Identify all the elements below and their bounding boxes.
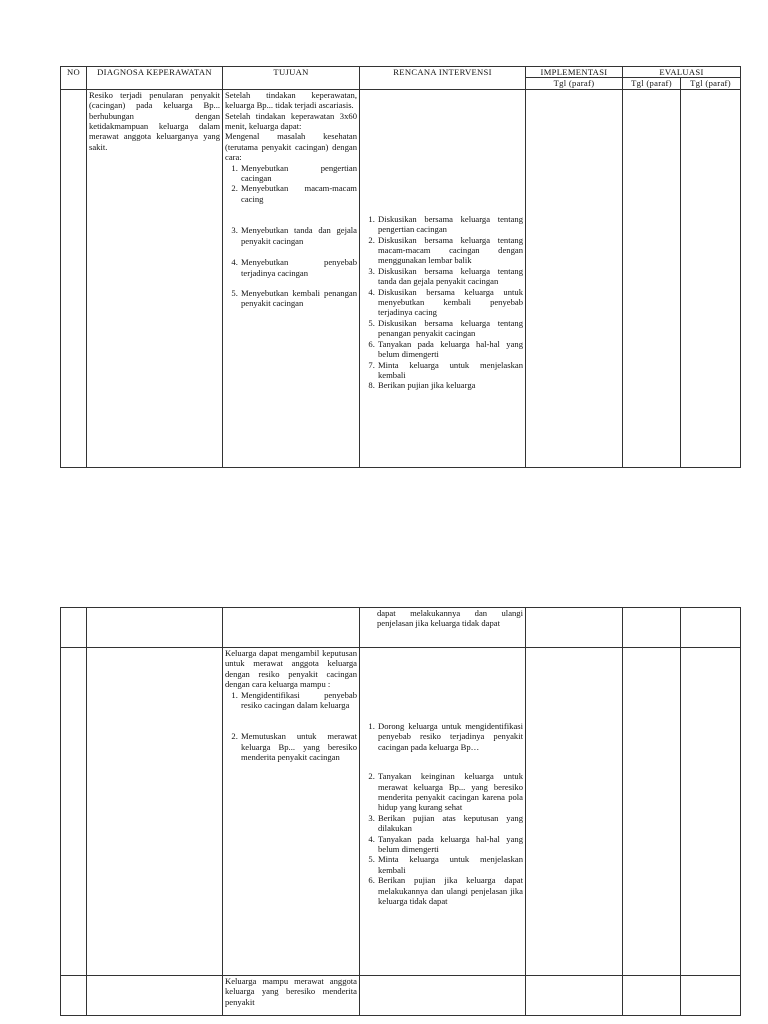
header-implementasi: IMPLEMENTASI — [526, 67, 623, 78]
rencana-item-8: 8. Berikan pujian jika keluarga — [377, 380, 523, 390]
no-cell — [61, 976, 87, 1016]
tujuan-intro: Keluarga dapat mengambil keputusan untuk merawat anggota keluarga dengan resiko penyakit cacingan dengan cara keluarga mampu : — [225, 648, 357, 690]
rencana-item-1: 1. Diskusikan bersama keluarga tentang pengertian cacingan — [377, 214, 523, 235]
rencana-item-2: 2. Diskusikan bersama keluarga tentang macam-macam cacingan dengan menggunakan lembar balik — [377, 235, 523, 266]
header-implementasi-tgl: Tgl (paraf) — [526, 78, 623, 89]
header-diagnosa: DIAGNOSA KEPERAWATAN — [87, 67, 223, 90]
implementasi-cell — [526, 608, 623, 648]
diagnosa-cell: Resiko terjadi penularan penyakit (cacingan) pada keluarga Bp... berhubungan dengan ketidakmampuan keluarga dalam merawat anggota keluarganya yang sakit. — [87, 89, 223, 467]
rencana-item-7: 7. Minta keluarga untuk menjelaskan kembali — [377, 360, 523, 381]
tujuan-item-1: 1. Menyebutkan pengertian cacingan — [240, 163, 357, 184]
rencana-item-5: 5. Diskusikan bersama keluarga tentang penangan penyakit cacingan — [377, 318, 523, 339]
header-tujuan: TUJUAN — [223, 67, 360, 90]
rencana-cell — [360, 89, 526, 467]
tujuan-item-5: 5. Menyebutkan kembali penangan penyakit cacingan — [240, 288, 357, 309]
implementasi-cell — [526, 648, 623, 976]
tujuan-intro-1: Setelah tindakan keperawatan, keluarga Bp... tidak terjadi ascariasis. — [225, 89, 357, 111]
header-rencana: RENCANA INTERVENSI — [360, 67, 526, 90]
tujuan-item-4: 4. Menyebutkan penyebab terjadinya cacingan — [240, 257, 357, 278]
rencana-list — [362, 721, 523, 907]
implementasi-cell — [526, 976, 623, 1016]
rencana-item-6: 6. Berikan pujian jika keluarga dapat melakukannya dan ulangi penjelasan jika keluarga tidak dapat — [377, 875, 523, 906]
rencana-item-3: 3. Diskusikan bersama keluarga tentang tanda dan gejala penyakit cacingan — [377, 266, 523, 287]
rencana-item-1: 1. Dorong keluarga untuk mengidentifikasi penyebab resiko terjadinya penyakit cacingan pada keluarga Bp… — [377, 721, 523, 752]
rencana-item-4: 4. Diskusikan bersama keluarga untuk menyebutkan kembali penyebab terjadinya cacing — [377, 287, 523, 318]
diagnosa-cell — [87, 608, 223, 648]
rencana-cell — [360, 976, 526, 1016]
tujuan-list — [225, 163, 357, 309]
implementasi-cell — [526, 89, 623, 467]
tujuan-item-2: 2. Menyebutkan macam-macam cacing — [240, 183, 357, 204]
rencana-list — [362, 214, 523, 391]
header-evaluasi: EVALUASI — [623, 67, 741, 78]
rencana-item-2: 2. Tanyakan keinginan keluarga untuk merawat keluarga Bp... yang beresiko menderita penyakit cacingan karena pola hidup yang kurang sehat — [377, 771, 523, 813]
tujuan-cell — [223, 648, 360, 976]
rencana-continuation-cell — [360, 608, 526, 648]
tujuan-intro-3: Mengenal masalah kesehatan (terutama penyakit cacingan) dengan cara: — [225, 131, 357, 163]
evaluasi-cell-2 — [681, 648, 741, 976]
last-tujuan-cell: Keluarga mampu merawat anggota keluarga yang beresiko menderita penyakit — [223, 976, 360, 1016]
tujuan-intro-2: Setelah tindakan keperawatan 3x60 menit, keluarga dapat: — [225, 110, 357, 132]
diagnosa-cell — [87, 648, 223, 976]
rencana-item-3: 3. Berikan pujian atas keputusan yang dilakukan — [377, 813, 523, 834]
tujuan-cell — [223, 608, 360, 648]
rencana-item-5: 5. Minta keluarga untuk menjelaskan kembali — [377, 854, 523, 875]
rencana-item-6: 6. Tanyakan pada keluarga hal-hal yang belum dimengerti — [377, 339, 523, 360]
evaluasi-cell-1 — [623, 976, 681, 1016]
care-plan-table-page-2 — [60, 607, 741, 1016]
evaluasi-cell-1 — [623, 648, 681, 976]
tujuan-list — [225, 690, 357, 763]
no-cell — [61, 89, 87, 467]
no-cell — [61, 608, 87, 648]
evaluasi-cell-1 — [623, 89, 681, 467]
tujuan-item-2: 2. Memutuskan untuk merawat keluarga Bp... yang beresiko menderita penyakit cacingan — [240, 731, 357, 762]
no-cell — [61, 648, 87, 976]
rencana-continuation: dapat melakukannya dan ulangi penjelasan jika keluarga tidak dapat — [377, 608, 523, 629]
header-evaluasi-tgl-2: Tgl (paraf) — [681, 78, 741, 89]
tujuan-item-1: 1. Mengidentifikasi penyebab resiko cacingan dalam keluarga — [240, 690, 357, 711]
rencana-item-4: 4. Tanyakan pada keluarga hal-hal yang belum dimengerti — [377, 834, 523, 855]
care-plan-table-page-1 — [60, 66, 741, 468]
rencana-cell — [360, 648, 526, 976]
evaluasi-cell-2 — [681, 608, 741, 648]
header-no: NO — [61, 67, 87, 90]
tujuan-cell — [223, 89, 360, 467]
header-evaluasi-tgl-1: Tgl (paraf) — [623, 78, 681, 89]
tujuan-item-3: 3. Menyebutkan tanda dan gejala penyakit cacingan — [240, 225, 357, 246]
evaluasi-cell-2 — [681, 976, 741, 1016]
evaluasi-cell-1 — [623, 608, 681, 648]
diagnosa-cell — [87, 976, 223, 1016]
evaluasi-cell-2 — [681, 89, 741, 467]
